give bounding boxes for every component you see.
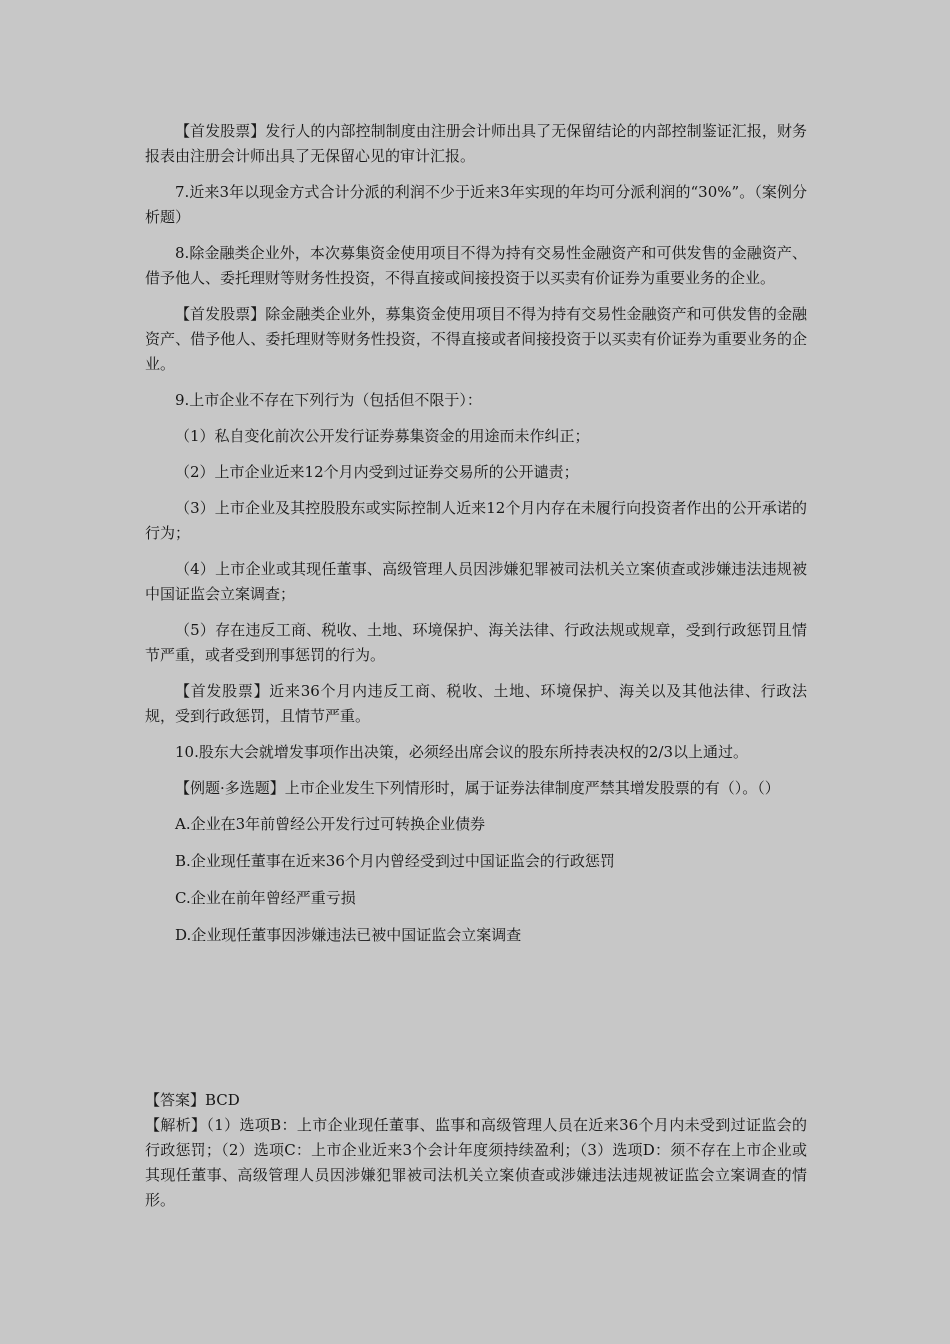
document-body xyxy=(145,119,807,960)
option-d: D.企业现任董事因涉嫌违法已被中国证监会立案调查 xyxy=(175,926,522,944)
option-c: C.企业在前年曾经严重亏损 xyxy=(175,889,356,907)
paragraph-item-10: 10.股东大会就增发事项作出决策，必须经出席会议的股东所持表决权的2/3以上通过。 xyxy=(175,743,748,761)
paragraph-item-9-5: （5）存在违反工商、税收、土地、环境保护、海关法律、行政法规或规章，受到行政惩罚且情节严重，或者受到刑事惩罚的行为。 xyxy=(145,621,807,664)
option-a: A.企业在3年前曾经公开发行过可转换企业债券 xyxy=(175,815,486,833)
paragraph-item-9-2: （2）上市企业近来12个月内受到过证券交易所的公开谴责； xyxy=(175,463,579,481)
paragraph-item-7: 7.近来3年以现金方式合计分派的利润不少于近来3年实现的年均可分派利润的“30%”。（案例分析题） xyxy=(145,183,807,226)
paragraph-ipo-fund-use: 【首发股票】除金融类企业外，募集资金使用项目不得为持有交易性金融资产和可供发售的金融资产、借予他人、委托理财等财务性投资，不得直接或者间接投资于以买卖有价证券为重要业务的企业。 xyxy=(145,305,807,373)
paragraph-ipo-violations: 【首发股票】近来36个月内违反工商、税收、土地、环境保护、海关以及其他法律、行政法规，受到行政惩罚，且情节严重。 xyxy=(145,682,807,725)
answer-section xyxy=(145,1088,807,1213)
paragraph-item-9-4: （4）上市企业或其现任董事、高级管理人员因涉嫌犯罪被司法机关立案侦查或涉嫌违法违规被中国证监会立案调查； xyxy=(145,560,807,603)
paragraph-item-8: 8.除金融类企业外，本次募集资金使用项目不得为持有交易性金融资产和可供发售的金融资产、借予他人、委托理财等财务性投资，不得直接或间接投资于以买卖有价证券为重要业务的企业。 xyxy=(145,244,807,287)
option-b: B.企业现任董事在近来36个月内曾经受到过中国证监会的行政惩罚 xyxy=(175,852,615,870)
paragraph-example-question: 【例题·多选题】上市企业发生下列情形时，属于证券法律制度严禁其增发股票的有（）。（） xyxy=(175,779,780,797)
paragraph-item-9-3: （3）上市企业及其控股股东或实际控制人近来12个月内存在未履行向投资者作出的公开承诺的行为； xyxy=(145,499,807,542)
paragraph-audit-report: 【首发股票】发行人的内部控制制度由注册会计师出具了无保留结论的内部控制鉴证汇报，财务报表由注册会计师出具了无保留心见的审计汇报。 xyxy=(145,122,807,165)
paragraph-item-9-1: （1）私自变化前次公开发行证券募集资金的用途而未作纠正； xyxy=(175,427,590,445)
answer-label: 【答案】BCD xyxy=(145,1091,240,1109)
answer-analysis: 【解析】（1）选项B：上市企业现任董事、监事和高级管理人员在近来36个月内未受到过证监会的行政惩罚；（2）选项C：上市企业近来3个会计年度须持续盈利；（3）选项D：须不存在上市企业或其现任董事、高级管理人员因涉嫌犯罪被司法机关立案侦查或涉嫌违法违规被证监会立案调查的情形。 xyxy=(145,1116,807,1209)
paragraph-item-9: 9.上市企业不存在下列行为（包括但不限于）： xyxy=(175,391,482,409)
